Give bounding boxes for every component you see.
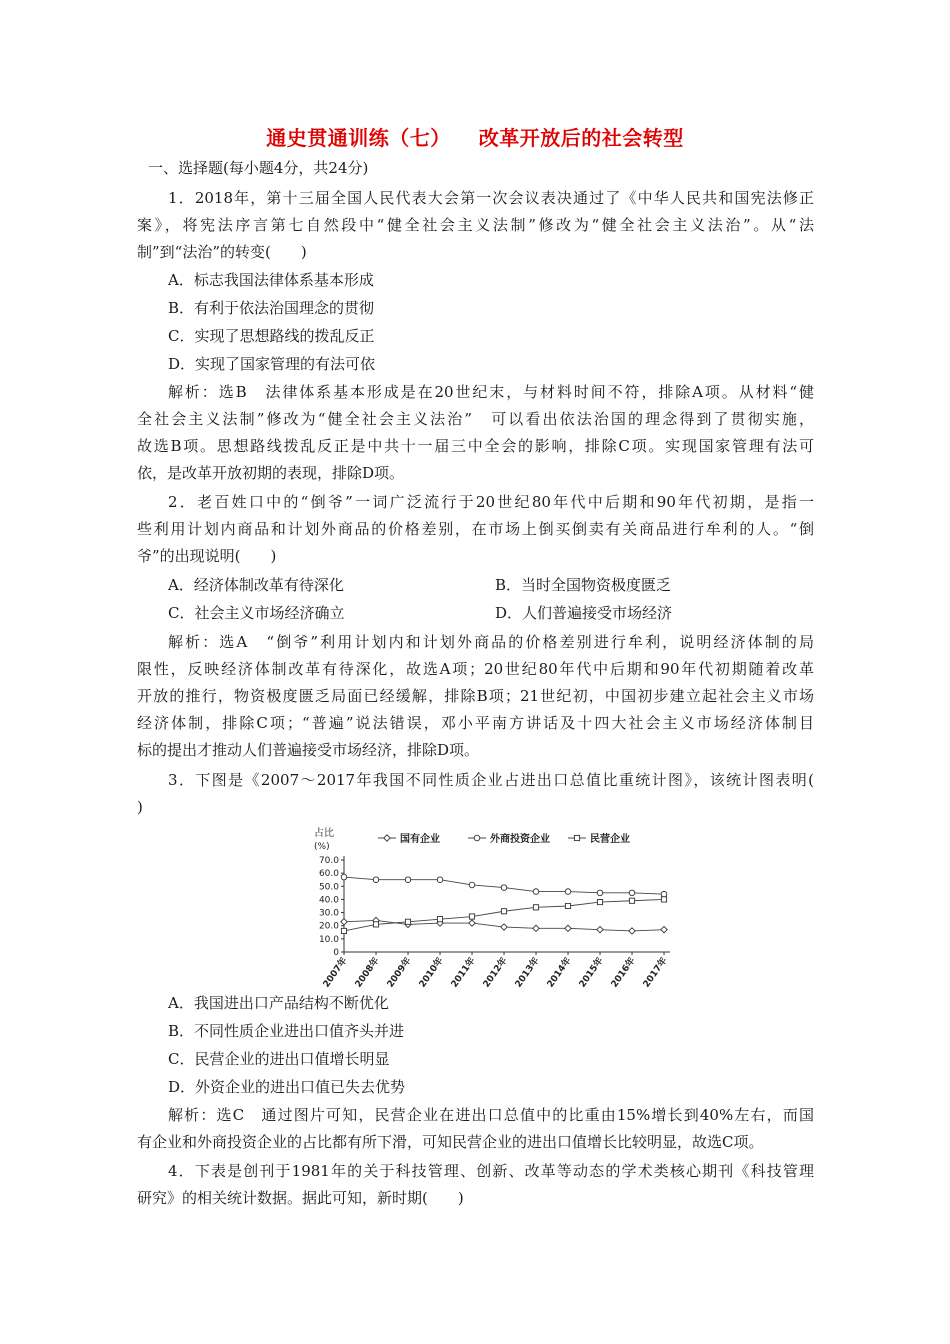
q1-stem-line: 1．2018年，第十三届全国人民代表大会第一次会议表决通过了《中华人民共和国宪法修正 [168, 189, 814, 207]
x-tick-label: 2013年 [513, 955, 542, 990]
x-tick-label: 2009年 [385, 955, 414, 990]
data-point-circle [597, 890, 603, 896]
q2-analysis-line: 限性，反映经济体制改革有待深化，故选A项；20世纪80年代中后期和90年代初期随着改革 [137, 660, 814, 678]
data-point-diamond [597, 926, 603, 932]
y-axis-unit: (%) [314, 842, 330, 852]
data-point-circle [405, 877, 411, 883]
q1-stem-line: 案》，将宪法序言第七自然段中“健全社会主义法制”修改为“健全社会主义法治”。从“法 [137, 216, 814, 234]
data-point-square [565, 903, 570, 908]
q2-analysis-line: 开放的推行，物资极度匮乏局面已经缓解，排除B项；21世纪初，中国初步建立起社会主义市场 [137, 687, 814, 705]
q3-stem-line: ) [137, 798, 143, 816]
data-point-square [574, 835, 579, 840]
legend-label: 国有企业 [400, 834, 440, 845]
q1-analysis-line: 依，是改革开放初期的表现，排除D项。 [137, 464, 405, 482]
data-point-square [501, 909, 506, 914]
x-tick-label: 2008年 [353, 955, 382, 990]
q2-option-a: A．经济体制改革有待深化 [168, 576, 344, 594]
q1-stem-line: 制”到“法治”的转变( ) [137, 243, 307, 261]
data-point-circle [474, 835, 480, 841]
y-tick-label: 40.0 [318, 895, 339, 906]
series-circle [341, 874, 667, 897]
data-point-square [533, 905, 538, 910]
data-point-square [341, 928, 346, 933]
data-point-square [597, 899, 602, 904]
y-tick-label: 0 [333, 948, 339, 958]
q2-option-c: C．社会主义市场经济确立 [168, 604, 345, 622]
data-point-square [437, 917, 442, 922]
q3-option-c: C．民营企业的进出口值增长明显 [168, 1050, 390, 1068]
data-point-circle [629, 890, 635, 896]
q1-option-b: B．有利于依法治国理念的贯彻 [168, 299, 375, 317]
x-tick-label: 2012年 [481, 955, 510, 990]
data-point-circle [565, 889, 571, 895]
x-tick-label: 2011年 [449, 955, 478, 990]
chart-series [341, 874, 667, 934]
chart-legend [378, 832, 630, 845]
q1-analysis-line: 故选B项。思想路线拨乱反正是中共十一届三中全会的影响，排除C项。实现国家管理有法可 [137, 437, 814, 455]
q4-stem-line: 研究》的相关统计数据。据此可知，新时期( ) [137, 1189, 464, 1207]
data-point-diamond [469, 920, 475, 926]
data-point-circle [661, 891, 667, 897]
q3-stem-line: 3．下图是《2007～2017年我国不同性质企业占进出口总值比重统计图》，该统计图表明( [168, 771, 814, 789]
y-tick-label: 10.0 [318, 934, 339, 945]
data-point-circle [469, 882, 475, 888]
data-point-square [469, 914, 474, 919]
x-tick-label: 2007年 [321, 955, 350, 990]
enterprise-share-line-chart [300, 822, 680, 992]
y-tick-label: 30.0 [318, 908, 339, 919]
q3-option-a: A．我国进出口产品结构不断优化 [168, 994, 389, 1012]
data-point-circle [341, 874, 347, 880]
x-tick-label: 2010年 [417, 955, 446, 990]
q4-stem-line: 4．下表是创刊于1981年的关于科技管理、创新、改革等动态的学术类核心期刊《科技管理 [168, 1162, 814, 1180]
q2-stem-line: 2．老百姓口中的“倒爷”一词广泛流行于20世纪80年代中后期和90年代初期，是指一 [168, 493, 814, 511]
data-point-diamond [501, 924, 507, 930]
x-tick-label: 2014年 [545, 955, 574, 990]
q3-option-b: B．不同性质企业进出口值齐头并进 [168, 1022, 405, 1040]
data-point-diamond [384, 835, 390, 841]
q1-option-d: D．实现了国家管理的有法可依 [168, 355, 376, 373]
q1-option-a: A．标志我国法律体系基本形成 [168, 271, 374, 289]
q2-stem-line: 些利用计划内商品和计划外商品的价格差别，在市场上倒买倒卖有关商品进行牟利的人。“倒 [137, 520, 814, 538]
data-point-square [405, 919, 410, 924]
data-point-square [373, 922, 378, 927]
y-axis-title: 占比 [314, 828, 334, 839]
data-point-circle [437, 877, 443, 883]
q2-option-d: D．人们普遍接受市场经济 [495, 604, 673, 622]
data-point-circle [373, 877, 379, 883]
series-diamond [341, 917, 667, 934]
y-tick-label: 60.0 [318, 869, 339, 880]
q2-option-b: B．当时全国物资极度匮乏 [495, 576, 672, 594]
data-point-diamond [533, 925, 539, 931]
data-point-diamond [661, 926, 667, 932]
x-tick-label: 2016年 [609, 955, 638, 990]
data-point-circle [501, 885, 507, 891]
section-heading: 一、选择题(每小题4分，共24分) [148, 159, 369, 177]
title-part-2: 改革开放后的社会转型 [478, 126, 684, 150]
x-tick-label: 2015年 [577, 955, 606, 990]
y-tick-label: 20.0 [318, 921, 339, 932]
page-title [0, 122, 950, 151]
chart-axes [319, 856, 670, 990]
data-point-circle [533, 889, 539, 895]
q2-analysis-line: 经济体制，排除C项；“普遍”说法错误，邓小平南方讲话及十四大社会主义市场经济体制目 [137, 714, 814, 732]
q1-analysis-line: 解析：选B 法律体系基本形成是在20世纪末，与材料时间不符，排除A项。从材料“健 [168, 383, 814, 401]
y-tick-label: 70.0 [318, 856, 339, 866]
y-tick-label: 50.0 [318, 882, 339, 893]
q1-analysis-line: 全社会主义法制”修改为“健全社会主义法治” 可以看出依法治国的理念得到了贯彻实施， [137, 410, 814, 428]
data-point-diamond [629, 928, 635, 934]
q2-analysis-line: 标的提出才推动人们普遍接受市场经济，排除D项。 [137, 741, 480, 759]
data-point-diamond [341, 919, 347, 925]
data-point-square [629, 898, 634, 903]
q1-option-c: C．实现了思想路线的拨乱反正 [168, 327, 375, 345]
data-point-square [661, 897, 666, 902]
q3-option-d: D．外资企业的进出口值已失去优势 [168, 1078, 406, 1096]
q3-analysis-line: 解析：选C 通过图片可知，民营企业在进出口总值中的比重由15%增长到40%左右，而国 [168, 1106, 814, 1124]
legend-label: 民营企业 [590, 834, 630, 845]
q2-stem-line: 爷”的出现说明( ) [137, 547, 277, 565]
q3-analysis-line: 有企业和外商投资企业的占比都有所下滑，可知民营企业的进出口值增长比较明显，故选C项。 [137, 1133, 764, 1151]
x-tick-label: 2017年 [641, 955, 670, 990]
data-point-diamond [565, 925, 571, 931]
title-part-1: 通史贯通训练（七） [266, 126, 451, 150]
legend-label: 外商投资企业 [490, 834, 550, 845]
q2-analysis-line: 解析：选A “倒爷”利用计划内和计划外商品的价格差别进行牟利，说明经济体制的局 [168, 633, 814, 651]
